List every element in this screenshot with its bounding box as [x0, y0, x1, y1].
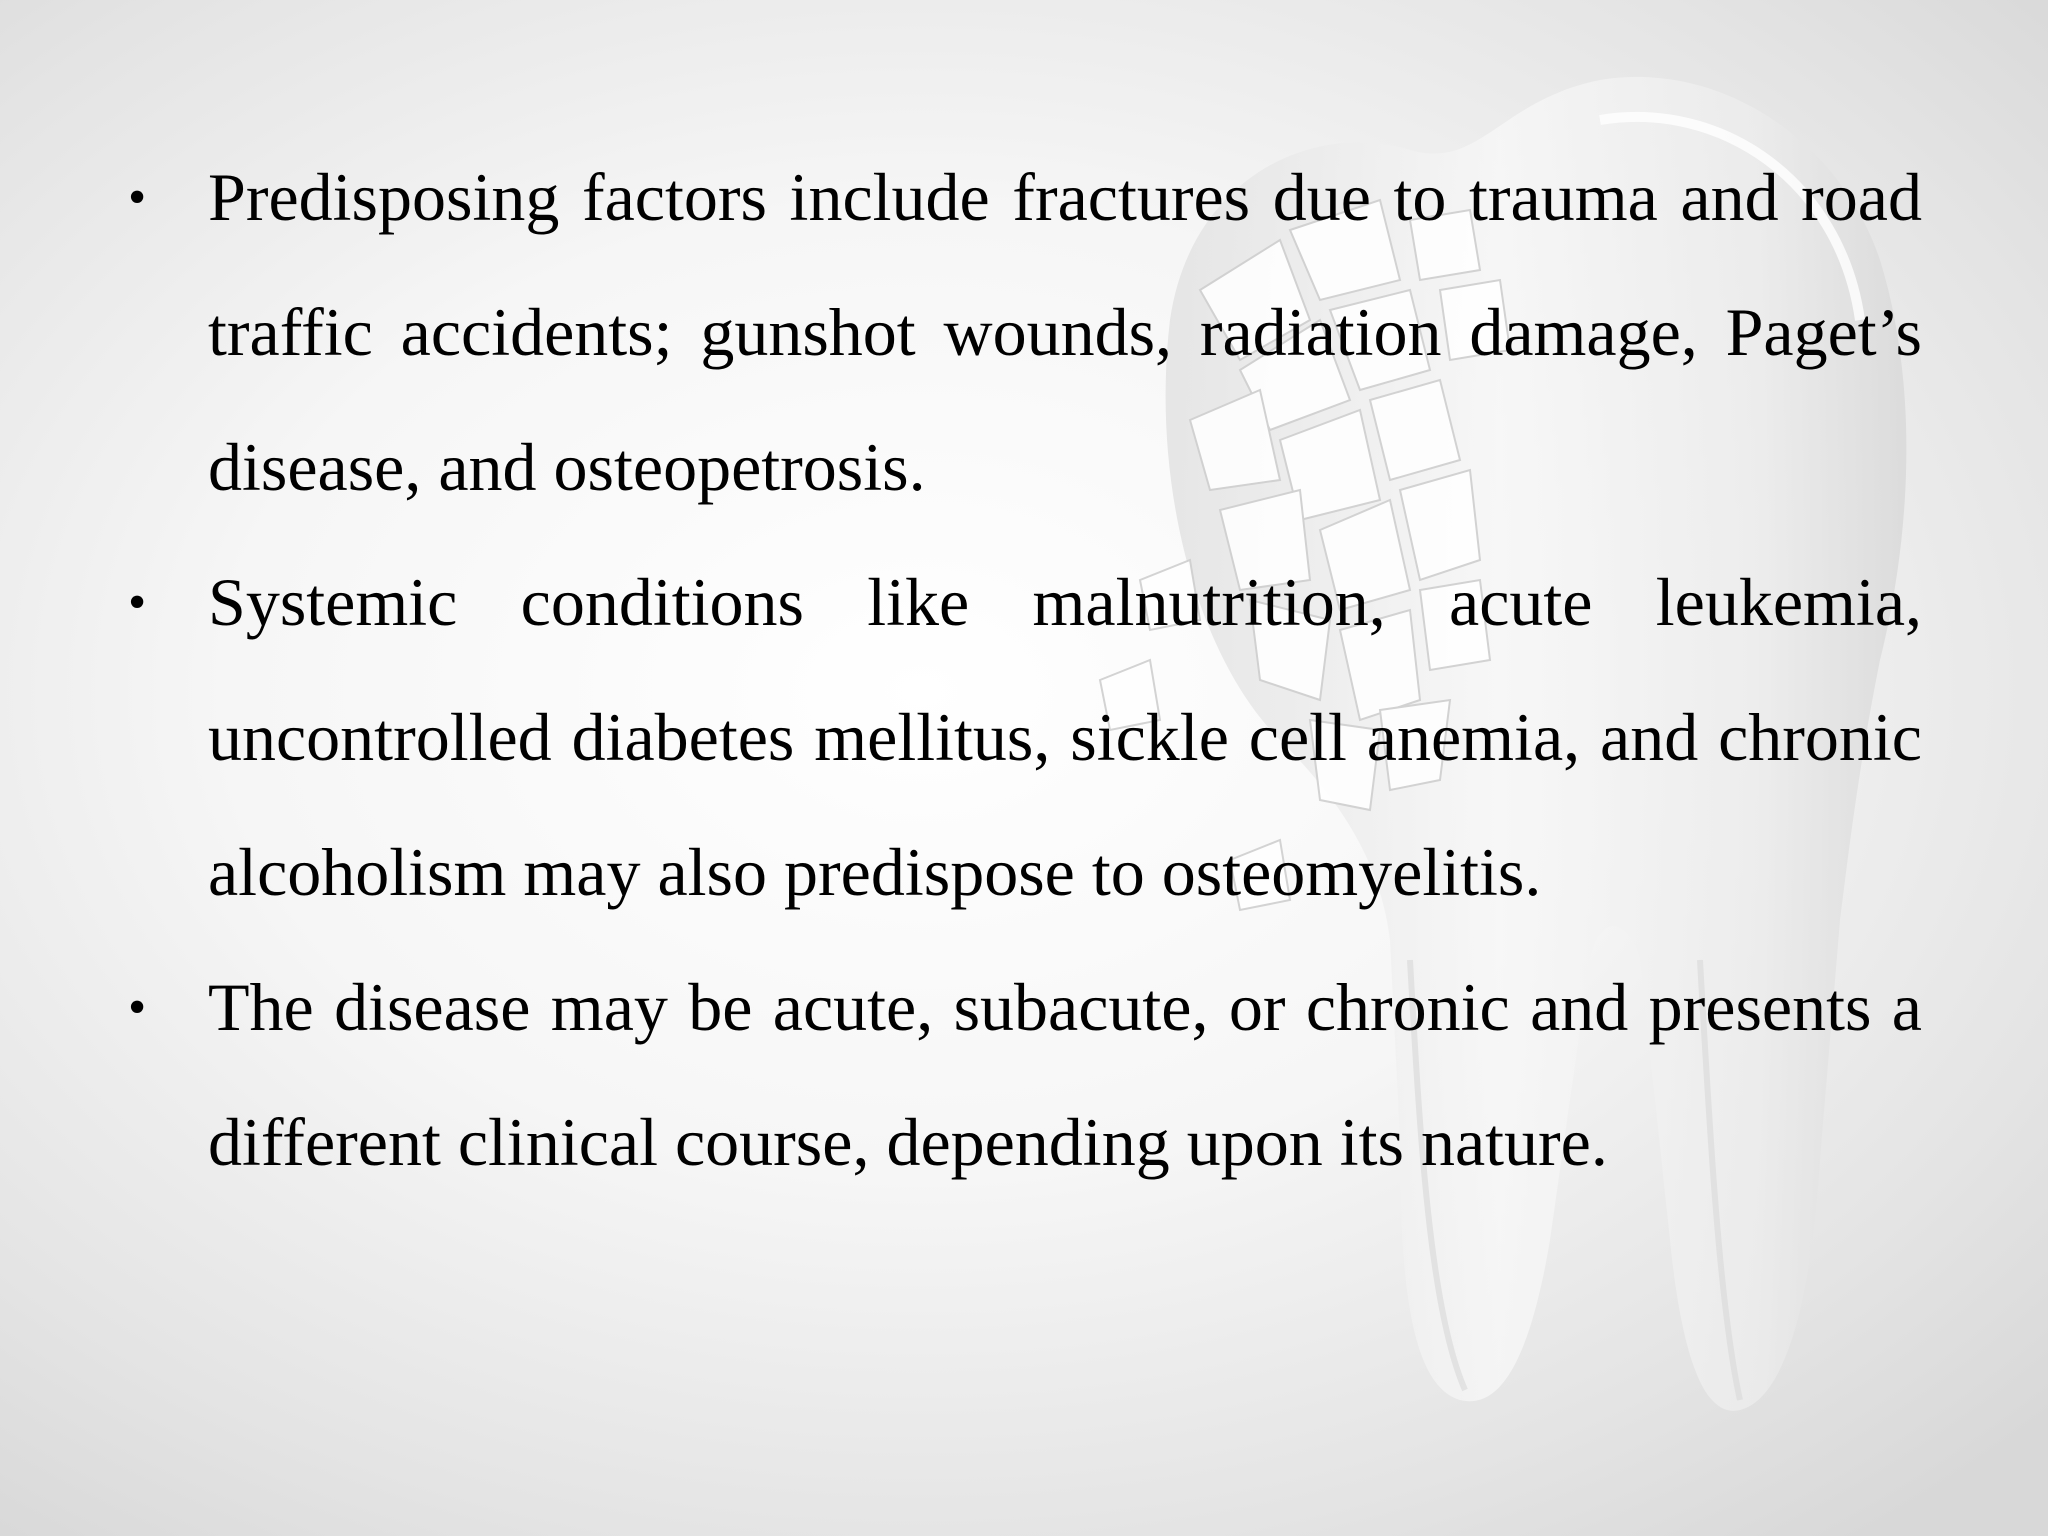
- bullet-icon: •: [128, 169, 147, 226]
- bullet-text: Systemic conditions like malnutrition, acute leukemia, uncontrolled diabetes mellitus, sickle cell anemia, and chronic alcoholism may also predispose to osteomyelitis.: [208, 564, 1922, 910]
- bullet-item-predisposing-factors: [120, 130, 1922, 535]
- bullet-icon: •: [128, 574, 147, 631]
- bullet-icon: •: [128, 979, 147, 1036]
- bullet-list: [120, 130, 1922, 1210]
- bullet-item-systemic-conditions: [120, 535, 1922, 940]
- bullet-text: Predisposing factors include fractures due to trauma and road traffic accidents; gunshot wounds, radiation damage, Paget’s disease, and osteopetrosis.: [208, 159, 1922, 505]
- bullet-item-disease-course: [120, 940, 1922, 1210]
- bullet-text: The disease may be acute, subacute, or chronic and presents a different clinical course, depending upon its nature.: [208, 969, 1922, 1180]
